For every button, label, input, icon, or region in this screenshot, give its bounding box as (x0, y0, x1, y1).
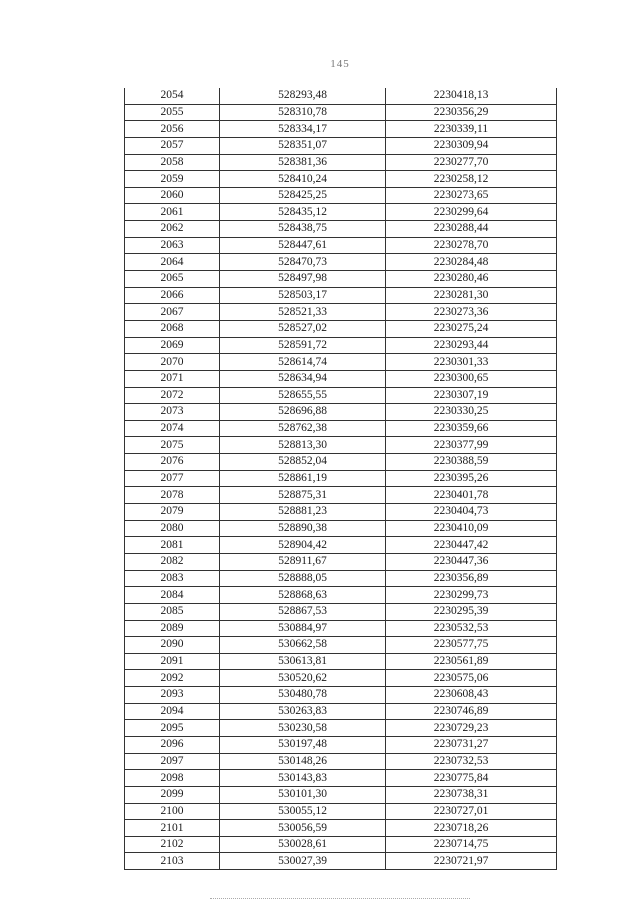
point-id-cell: 2100 (125, 803, 220, 820)
table-row (125, 770, 557, 787)
y-coordinate-value: 2230731,27 (433, 738, 489, 751)
table-row (125, 104, 557, 121)
y-coordinate-value: 2230561,89 (433, 655, 489, 668)
y-coordinate-cell (386, 271, 557, 288)
x-coordinate-cell: 528813,30 (220, 437, 386, 454)
y-coordinate-cell (386, 320, 557, 337)
table-row (125, 454, 557, 471)
table-row (125, 221, 557, 238)
coordinates-table (124, 88, 557, 870)
y-coordinate-value: 2230300,65 (433, 372, 489, 385)
table-body (125, 88, 557, 870)
y-coordinate-value: 2230608,43 (433, 688, 489, 701)
y-coordinate-cell (386, 171, 557, 188)
table-row (125, 753, 557, 770)
point-id-cell: 2066 (125, 287, 220, 304)
y-coordinate-cell (386, 121, 557, 138)
point-id-cell: 2089 (125, 620, 220, 637)
x-coordinate-cell: 530028,61 (220, 836, 386, 853)
y-coordinate-cell (386, 853, 557, 870)
x-coordinate-cell: 530230,58 (220, 720, 386, 737)
x-coordinate-cell: 528497,98 (220, 271, 386, 288)
point-id-cell: 2057 (125, 137, 220, 154)
point-id-cell: 2068 (125, 320, 220, 337)
x-coordinate-cell: 528888,05 (220, 570, 386, 587)
table-row (125, 171, 557, 188)
table-row (125, 553, 557, 570)
x-coordinate-cell: 530056,59 (220, 820, 386, 837)
y-coordinate-value: 2230284,48 (433, 255, 489, 268)
y-coordinate-cell (386, 553, 557, 570)
y-coordinate-cell (386, 337, 557, 354)
point-id-cell: 2071 (125, 370, 220, 387)
x-coordinate-cell: 530884,97 (220, 620, 386, 637)
footer-divider (210, 898, 470, 899)
y-coordinate-cell (386, 287, 557, 304)
x-coordinate-cell: 528334,17 (220, 121, 386, 138)
table-row (125, 853, 557, 870)
point-id-cell: 2056 (125, 121, 220, 138)
point-id-cell: 2069 (125, 337, 220, 354)
x-coordinate-cell: 528527,02 (220, 320, 386, 337)
y-coordinate-cell (386, 454, 557, 471)
point-id-cell: 2097 (125, 753, 220, 770)
point-id-cell: 2096 (125, 736, 220, 753)
y-coordinate-value: 2230277,70 (433, 155, 489, 168)
x-coordinate-cell: 528911,67 (220, 553, 386, 570)
x-coordinate-cell: 528447,61 (220, 237, 386, 254)
table-row (125, 487, 557, 504)
table-row (125, 786, 557, 803)
y-coordinate-cell (386, 803, 557, 820)
y-coordinate-cell (386, 137, 557, 154)
y-coordinate-cell (386, 703, 557, 720)
y-coordinate-cell (386, 753, 557, 770)
y-coordinate-value: 2230339,11 (433, 122, 489, 135)
point-id-cell: 2058 (125, 154, 220, 171)
x-coordinate-cell: 528310,78 (220, 104, 386, 121)
y-coordinate-cell (386, 237, 557, 254)
y-coordinate-value: 2230293,44 (433, 338, 489, 351)
y-coordinate-value: 2230388,59 (433, 455, 489, 468)
y-coordinate-value: 2230721,97 (433, 854, 489, 867)
point-id-cell: 2103 (125, 853, 220, 870)
table-row (125, 703, 557, 720)
point-id-cell: 2085 (125, 603, 220, 620)
y-coordinate-cell (386, 820, 557, 837)
y-coordinate-value: 2230281,30 (433, 289, 489, 301)
point-id-cell: 2055 (125, 104, 220, 121)
y-coordinate-cell (386, 154, 557, 171)
table-row (125, 187, 557, 204)
point-id-cell: 2072 (125, 387, 220, 404)
x-coordinate-cell: 528435,12 (220, 204, 386, 221)
point-id-cell: 2090 (125, 637, 220, 654)
point-id-cell: 2064 (125, 254, 220, 271)
x-coordinate-cell: 528868,63 (220, 587, 386, 604)
point-id-cell: 2099 (125, 786, 220, 803)
x-coordinate-cell: 528861,19 (220, 470, 386, 487)
point-id-cell: 2098 (125, 770, 220, 787)
x-coordinate-cell: 530263,83 (220, 703, 386, 720)
y-coordinate-cell (386, 304, 557, 321)
x-coordinate-cell: 530148,26 (220, 753, 386, 770)
point-id-cell: 2102 (125, 836, 220, 853)
y-coordinate-value: 2230356,89 (433, 571, 489, 584)
point-id-cell: 2093 (125, 687, 220, 704)
point-id-cell: 2061 (125, 204, 220, 221)
x-coordinate-cell: 530027,39 (220, 853, 386, 870)
y-coordinate-cell (386, 587, 557, 604)
point-id-cell: 2063 (125, 237, 220, 254)
y-coordinate-value: 2230356,29 (433, 105, 489, 118)
y-coordinate-cell (386, 470, 557, 487)
page-number: 145 (330, 58, 350, 70)
y-coordinate-value: 2230301,33 (433, 355, 489, 368)
y-coordinate-cell (386, 570, 557, 587)
y-coordinate-cell (386, 370, 557, 387)
table-row (125, 470, 557, 487)
x-coordinate-cell: 528904,42 (220, 537, 386, 554)
y-coordinate-value: 2230273,36 (433, 305, 489, 318)
point-id-cell: 2060 (125, 187, 220, 204)
x-coordinate-cell: 530055,12 (220, 803, 386, 820)
x-coordinate-cell: 528655,55 (220, 387, 386, 404)
y-coordinate-cell (386, 387, 557, 404)
y-coordinate-value: 2230273,65 (433, 189, 489, 202)
y-coordinate-cell (386, 420, 557, 437)
table-row (125, 254, 557, 271)
point-id-cell: 2062 (125, 221, 220, 238)
table-row (125, 820, 557, 837)
point-id-cell: 2076 (125, 454, 220, 471)
table-row (125, 88, 557, 104)
table-row (125, 736, 557, 753)
y-coordinate-cell (386, 404, 557, 421)
table-row (125, 287, 557, 304)
y-coordinate-value: 2230746,89 (433, 705, 489, 718)
x-coordinate-cell: 528614,74 (220, 354, 386, 371)
table-row (125, 670, 557, 687)
table-row (125, 504, 557, 521)
y-coordinate-value: 2230330,25 (433, 405, 489, 418)
y-coordinate-value: 2230299,73 (433, 588, 489, 601)
point-id-cell: 2079 (125, 504, 220, 521)
x-coordinate-cell: 528521,33 (220, 304, 386, 321)
y-coordinate-value: 2230410,09 (433, 521, 489, 534)
point-id-cell: 2067 (125, 304, 220, 321)
x-coordinate-cell: 528351,07 (220, 137, 386, 154)
point-id-cell: 2077 (125, 470, 220, 487)
table-row (125, 121, 557, 138)
x-coordinate-cell: 528591,72 (220, 337, 386, 354)
y-coordinate-value: 2230775,84 (433, 771, 489, 784)
point-id-cell: 2080 (125, 520, 220, 537)
table-row (125, 354, 557, 371)
point-id-cell: 2074 (125, 420, 220, 437)
y-coordinate-cell (386, 786, 557, 803)
y-coordinate-cell (386, 88, 557, 104)
y-coordinate-cell (386, 437, 557, 454)
x-coordinate-cell: 530520,62 (220, 670, 386, 687)
y-coordinate-cell (386, 770, 557, 787)
point-id-cell: 2084 (125, 587, 220, 604)
point-id-cell: 2082 (125, 553, 220, 570)
y-coordinate-cell (386, 104, 557, 121)
table-row (125, 620, 557, 637)
point-id-cell: 2101 (125, 820, 220, 837)
y-coordinate-value: 2230295,39 (433, 605, 489, 618)
y-coordinate-value: 2230299,64 (433, 205, 489, 218)
point-id-cell: 2073 (125, 404, 220, 421)
y-coordinate-cell (386, 520, 557, 537)
x-coordinate-cell: 530101,30 (220, 786, 386, 803)
x-coordinate-cell: 528696,88 (220, 404, 386, 421)
y-coordinate-value: 2230377,99 (433, 438, 489, 451)
y-coordinate-value: 2230280,46 (433, 272, 489, 285)
table-row (125, 603, 557, 620)
y-coordinate-cell (386, 487, 557, 504)
y-coordinate-value: 2230288,44 (433, 222, 489, 235)
point-id-cell: 2083 (125, 570, 220, 587)
x-coordinate-cell: 528881,23 (220, 504, 386, 521)
y-coordinate-value: 2230395,26 (433, 472, 489, 485)
y-coordinate-cell (386, 187, 557, 204)
table-row (125, 404, 557, 421)
y-coordinate-cell (386, 653, 557, 670)
y-coordinate-value: 2230404,73 (433, 505, 489, 518)
table-row (125, 437, 557, 454)
y-coordinate-cell (386, 603, 557, 620)
y-coordinate-cell (386, 254, 557, 271)
x-coordinate-cell: 528867,53 (220, 603, 386, 620)
y-coordinate-value: 2230418,13 (433, 89, 489, 102)
x-coordinate-cell: 528293,48 (220, 88, 386, 104)
y-coordinate-value: 2230307,19 (433, 388, 489, 401)
x-coordinate-cell: 528381,36 (220, 154, 386, 171)
table-row (125, 337, 557, 354)
y-coordinate-cell (386, 687, 557, 704)
y-coordinate-cell (386, 537, 557, 554)
y-coordinate-cell (386, 836, 557, 853)
y-coordinate-value: 2230275,24 (433, 322, 489, 335)
y-coordinate-value: 2230718,26 (433, 821, 489, 834)
y-coordinate-cell (386, 637, 557, 654)
y-coordinate-value: 2230532,53 (433, 621, 489, 634)
table-row (125, 204, 557, 221)
y-coordinate-value: 2230727,01 (433, 804, 489, 817)
x-coordinate-cell: 528470,73 (220, 254, 386, 271)
y-coordinate-cell (386, 620, 557, 637)
point-id-cell: 2075 (125, 437, 220, 454)
y-coordinate-cell (386, 221, 557, 238)
y-coordinate-value: 2230732,53 (433, 754, 489, 767)
table-row (125, 370, 557, 387)
point-id-cell: 2065 (125, 271, 220, 288)
y-coordinate-cell (386, 670, 557, 687)
x-coordinate-cell: 528875,31 (220, 487, 386, 504)
point-id-cell: 2092 (125, 670, 220, 687)
x-coordinate-cell: 530480,78 (220, 687, 386, 704)
table-row (125, 570, 557, 587)
table-row (125, 537, 557, 554)
x-coordinate-cell: 530613,81 (220, 653, 386, 670)
table-row (125, 237, 557, 254)
y-coordinate-value: 2230447,36 (433, 555, 489, 568)
point-id-cell: 2081 (125, 537, 220, 554)
table-row (125, 137, 557, 154)
y-coordinate-value: 2230401,78 (433, 488, 489, 501)
point-id-cell: 2095 (125, 720, 220, 737)
y-coordinate-value: 2230575,06 (433, 671, 489, 684)
table-row (125, 271, 557, 288)
point-id-cell: 2091 (125, 653, 220, 670)
table-row (125, 720, 557, 737)
y-coordinate-value: 2230738,31 (433, 788, 489, 801)
table-row (125, 587, 557, 604)
x-coordinate-cell: 528634,94 (220, 370, 386, 387)
y-coordinate-cell (386, 504, 557, 521)
y-coordinate-cell (386, 354, 557, 371)
y-coordinate-value: 2230714,75 (433, 838, 489, 851)
table-row (125, 320, 557, 337)
x-coordinate-cell: 528852,04 (220, 454, 386, 471)
x-coordinate-cell: 528762,38 (220, 420, 386, 437)
y-coordinate-cell (386, 204, 557, 221)
table-row (125, 687, 557, 704)
y-coordinate-value: 2230258,12 (433, 172, 489, 185)
table-row (125, 304, 557, 321)
point-id-cell: 2094 (125, 703, 220, 720)
table-row (125, 154, 557, 171)
table-row (125, 520, 557, 537)
table-row (125, 387, 557, 404)
table-row (125, 420, 557, 437)
y-coordinate-value: 2230447,42 (433, 538, 489, 551)
table-row (125, 836, 557, 853)
y-coordinate-cell (386, 736, 557, 753)
x-coordinate-cell: 528890,38 (220, 520, 386, 537)
table-row (125, 803, 557, 820)
table-row (125, 637, 557, 654)
x-coordinate-cell: 528425,25 (220, 187, 386, 204)
point-id-cell: 2070 (125, 354, 220, 371)
y-coordinate-cell (386, 720, 557, 737)
point-id-cell: 2078 (125, 487, 220, 504)
point-id-cell: 2059 (125, 171, 220, 188)
y-coordinate-value: 2230309,94 (433, 139, 489, 152)
x-coordinate-cell: 530197,48 (220, 736, 386, 753)
x-coordinate-cell: 528503,17 (220, 287, 386, 304)
y-coordinate-value: 2230729,23 (433, 721, 489, 734)
x-coordinate-cell: 530143,83 (220, 770, 386, 787)
y-coordinate-value: 2230577,75 (433, 638, 489, 651)
x-coordinate-cell: 530662,58 (220, 637, 386, 654)
x-coordinate-cell: 528410,24 (220, 171, 386, 188)
y-coordinate-value: 2230359,66 (433, 422, 489, 435)
point-id-cell: 2054 (125, 88, 220, 104)
y-coordinate-value: 2230278,70 (433, 239, 489, 252)
x-coordinate-cell: 528438,75 (220, 221, 386, 238)
table-row (125, 653, 557, 670)
